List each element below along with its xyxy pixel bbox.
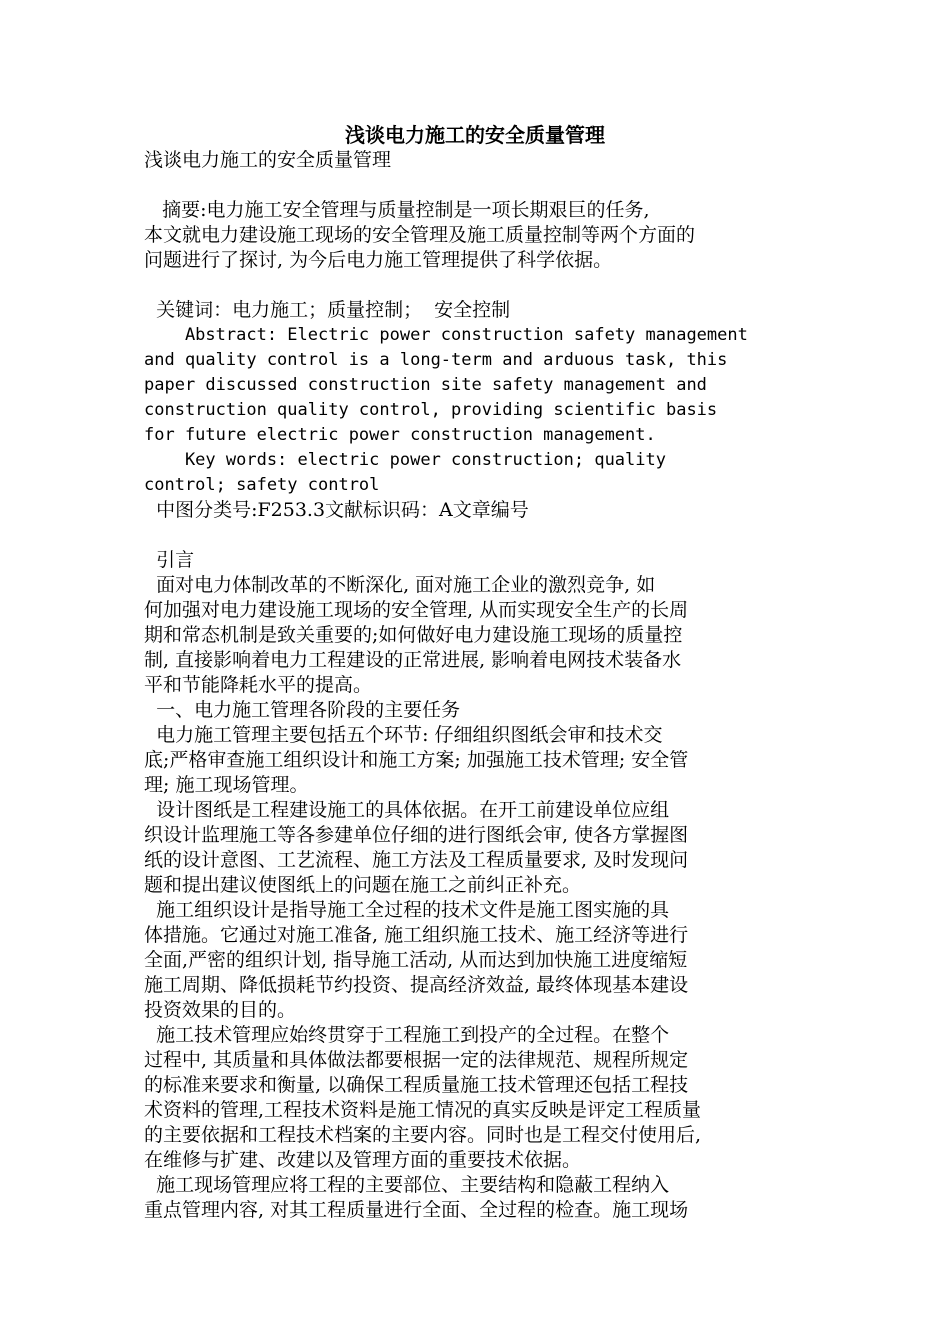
abstract-cn-line: 本文就电力建设施工现场的安全管理及施工质量控制等两个方面的 <box>144 224 696 246</box>
paragraph-line: 过程中, 其质量和具体做法都要根据一定的法律规范、规程所规定 <box>144 1049 689 1071</box>
abstract-en <box>144 323 814 448</box>
subtitle: 浅谈电力施工的安全质量管理 <box>144 149 392 171</box>
section1-paragraph-2 <box>144 798 814 898</box>
blank-line <box>144 173 814 198</box>
keywords-cn: 关键词：电力施工；质量控制； 安全控制 <box>144 299 511 321</box>
paragraph-line: 制, 直接影响着电力工程建设的正常进展, 影响着电网技术装备水 <box>144 649 682 671</box>
keywords-en-line: control; safety control <box>144 475 380 495</box>
classification-line: 中图分类号:F253.3文献标识码：A文章编号 <box>144 499 529 521</box>
abstract-en-line: construction quality control, providing scientific basis <box>144 400 718 420</box>
abstract-en-line: and quality control is a long-term and arduous task, this <box>144 350 728 370</box>
section-heading: 一、电力施工管理各阶段的主要任务 <box>144 699 461 721</box>
paragraph-line: 题和提出建议使图纸上的问题在施工之前纠正补充。 <box>144 874 582 896</box>
paragraph-line: 织设计监理施工等各参建单位仔细的进行图纸会审, 使各方掌握图 <box>144 824 689 846</box>
paragraph-line: 纸的设计意图、工艺流程、施工方法及工程质量要求, 及时发现问 <box>144 849 689 871</box>
paragraph-line: 何加强对电力建设施工现场的安全管理, 从而实现安全生产的长周 <box>144 599 689 621</box>
abstract-en-line: for future electric power construction management. <box>144 425 656 445</box>
paragraph-line: 底;严格审查施工组织设计和施工方案; 加强施工技术管理; 安全管 <box>144 749 689 771</box>
intro-heading: 引言 <box>144 549 195 571</box>
paragraph-line: 施工技术管理应始终贯穿于工程施工到投产的全过程。在整个 <box>144 1024 670 1046</box>
section1-paragraph-4 <box>144 1023 814 1173</box>
document-title: 浅谈电力施工的安全质量管理 <box>345 123 605 147</box>
paragraph-line: 施工周期、降低损耗节约投资、提高经济效益, 最终体现基本建设 <box>144 974 689 996</box>
section1-paragraph-5 <box>144 1173 814 1223</box>
paragraph-line: 体措施。它通过对施工准备, 施工组织施工技术、施工经济等进行 <box>144 924 689 946</box>
paragraph-line: 术资料的管理,工程技术资料是施工情况的真实反映是评定工程质量 <box>144 1099 702 1121</box>
paragraph-line: 期和常态机制是致关重要的;如何做好电力建设施工现场的质量控 <box>144 624 683 646</box>
abstract-en-line: Abstract: Electric power construction safety management <box>144 325 748 345</box>
keywords-en-line: Key words: electric power construction; quality <box>144 450 666 470</box>
paragraph-line: 电力施工管理主要包括五个环节: 仔细组织图纸会审和技术交 <box>144 724 663 746</box>
document-body <box>144 148 814 1223</box>
abstract-cn-line: 摘要:电力施工安全管理与质量控制是一项长期艰巨的任务, <box>144 199 650 221</box>
paragraph-line: 全面,严密的组织计划, 指导施工活动, 从而达到加快施工进度缩短 <box>144 949 688 971</box>
abstract-cn-line: 问题进行了探讨, 为今后电力施工管理提供了科学依据。 <box>144 249 613 271</box>
keywords-en <box>144 448 814 498</box>
paragraph-line: 理; 施工现场管理。 <box>144 774 309 796</box>
abstract-en-line: paper discussed construction site safety management and <box>144 375 707 395</box>
intro-paragraph <box>144 573 814 698</box>
blank-line <box>144 273 814 298</box>
paragraph-line: 重点管理内容, 对其工程质量进行全面、全过程的检查。施工现场 <box>144 1199 689 1221</box>
blank-line <box>144 523 814 548</box>
paragraph-line: 投资效果的目的。 <box>144 999 297 1021</box>
paragraph-line: 施工组织设计是指导施工全过程的技术文件是施工图实施的具 <box>144 899 670 921</box>
section1-paragraph-1 <box>144 723 814 798</box>
paragraph-line: 施工现场管理应将工程的主要部位、主要结构和隐蔽工程纳入 <box>144 1174 670 1196</box>
paragraph-line: 平和节能降耗水平的提高。 <box>144 674 373 696</box>
paragraph-line: 的主要依据和工程技术档案的主要内容。同时也是工程交付使用后, <box>144 1124 702 1146</box>
section1-paragraph-3 <box>144 898 814 1023</box>
paragraph-line: 的标准来要求和衡量, 以确保工程质量施工技术管理还包括工程技 <box>144 1074 689 1096</box>
paragraph-line: 在维修与扩建、改建以及管理方面的重要技术依据。 <box>144 1149 582 1171</box>
abstract-cn <box>144 198 814 273</box>
paragraph-line: 设计图纸是工程建设施工的具体依据。在开工前建设单位应组 <box>144 799 670 821</box>
paragraph-line: 面对电力体制改革的不断深化, 面对施工企业的激烈竞争, 如 <box>144 574 656 596</box>
